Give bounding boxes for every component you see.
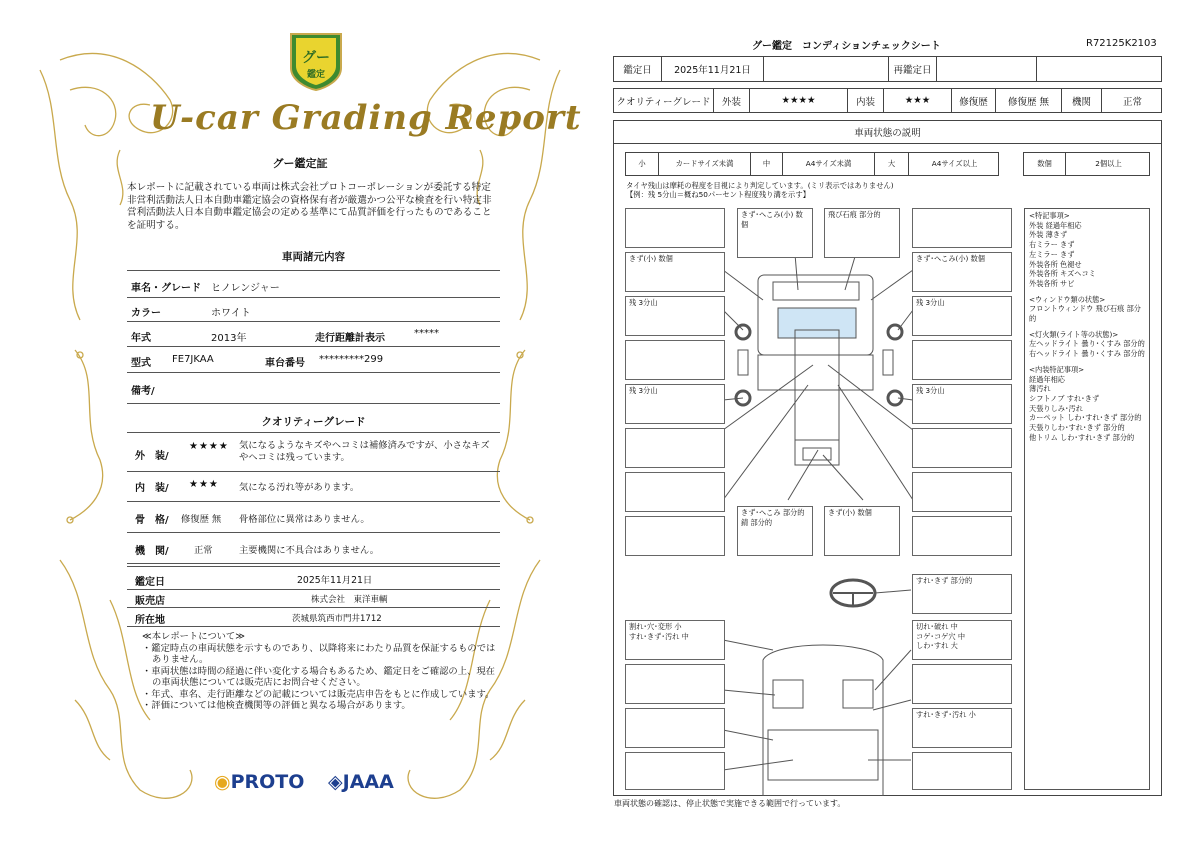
quality-heading: クオリティーグレード [261,416,366,428]
jaaa-logo: ◈JAAA [328,771,394,793]
note-line: <特記事項> [1029,211,1070,220]
year-label: 年式 [131,333,151,344]
proto-mark-icon: ◉ [214,771,231,793]
svg-text:鑑定: 鑑定 [306,70,326,80]
damage-box: 飛び石痕 部分的 [824,208,900,258]
dealer-value: 株式会社 東洋車輌 [311,595,388,605]
note-line: 経過年相応 [1029,374,1065,384]
int-label: 内装 [848,89,884,112]
damage-box: きず･へこみ(小) 数個 [912,252,1012,292]
document-number: R72125K2103 [1086,38,1157,49]
spec-row-year [127,322,500,347]
right-mirror [883,350,893,375]
tire-front-left [736,325,750,339]
left-mirror [738,350,748,375]
note-line: シフトノブ すれ･きず [1029,393,1100,403]
name-label: 車名・グレード [131,283,201,294]
note-item: ・鑑定時点の車両状態を示すものであり、以降将来にわたり品質を保証するものではありません。 [142,642,496,665]
note-item: ・評価については他検査機関等の評価と異なる場合があります。 [142,700,411,711]
date-value: 2025年11月21日 [662,57,764,81]
tire-note-1: タイヤ残山は摩耗の程度を目視により判定しています。(ミリ表示ではありません) [626,181,894,190]
exterior-text: 気になるようなキズやヘコミは補修済みですが、小さなキズやヘコミは残っています。 [239,440,490,463]
svg-text:グー: グー [302,50,330,66]
repair-value: 修復歴 無 [996,89,1062,112]
mileage-label: 走行距離計表示 [315,333,385,344]
size-large-desc: A4サイズ以上 [931,159,978,169]
name-value: ヒノレンジャー [211,283,280,294]
damage-box [625,428,725,468]
size-legend [625,152,999,176]
cab-window [778,308,856,338]
certificate-heading: グー鑑定証 [272,157,328,170]
size-large-label: 大 [875,153,909,175]
dealer-label: 販売店 [135,596,165,607]
chassis-value: *********299 [319,354,384,365]
damage-box: きず(小) 数個 [625,252,725,292]
ext-stars: ★★★★ [750,89,848,112]
jaaa-mark-icon: ◈ [328,771,343,793]
report-notes [138,631,498,712]
note-line: フロントウィンドウ 飛び石痕 部分的 [1029,304,1141,324]
note-line: <ウィンドウ類の状態> [1029,294,1106,304]
tire-box-rear-left: 残 3分山 [625,384,725,424]
grade-label: クオリティーグレード [614,89,714,112]
spec-row-name [127,270,500,298]
date-label: 鑑定日 [614,57,662,81]
cab-rear [758,355,873,390]
appraisal-date-row [127,566,500,590]
notes-heading: ≪本レポートについて≫ [142,631,245,642]
frame-text: 骨格部位に異常はありません。 [239,514,370,525]
frame-value: 修復歴 無 [181,514,222,525]
proto-logo: ◉PROTO [214,771,305,793]
interior-label: 内 装/ [135,483,169,494]
size-mid-desc: A4サイズ未満 [783,153,875,175]
damage-box [912,340,1012,380]
reinspect-value [937,57,1037,81]
spec-row-color [127,297,500,322]
remarks-label: 備考/ [131,386,155,397]
mileage-value: ***** [414,328,439,339]
interior-stars: ★★★ [189,479,219,490]
damage-box [625,340,725,380]
engine-value: 正常 [194,545,213,556]
size-mid-label: 中 [751,153,783,175]
note-line: 天張りしみ･汚れ [1029,403,1083,413]
tire-note-2: 【例：残 5分山＝概ね50パーセント程度残り溝を示す】 [626,190,810,199]
frame-label: 骨 格/ [135,515,169,526]
engine-label: 機 関/ [135,546,169,557]
ext-label: 外装 [714,89,750,112]
certificate-intro: 本レポートに記載されている車両は株式会社プロトコーポレーションが委託する特定非営利活動法人日本自動車鑑定協会の資格保有者が厳選かつ公平な検査を行い特定非営利活動法人日本自動車鑑定協会の定める基準にて品質評価を行ったものであることを証明する。 [127,182,492,231]
damage-box [912,516,1012,556]
specs-heading: 車両諸元内容 [282,251,345,263]
script-title: U-car Grading Report [150,98,582,138]
count-legend [1023,152,1150,176]
interior-note-box [912,752,1012,790]
damage-box: きず･へこみ(小) 数個 [737,208,813,258]
interior-outline [763,645,883,796]
note-line: 他トリム しわ･すれ･きず 部分的 [1029,432,1135,442]
sheet-title: グー鑑定 コンディションチェックシート [752,41,941,52]
engine-label: 機関 [1062,89,1102,112]
seat-right [843,680,873,708]
location-label: 所在地 [135,615,165,626]
date-blank [764,57,889,81]
condition-heading: 車両状態の説明 [613,120,1162,144]
model-label: 型式 [131,358,151,369]
note-line: カーペット しわ･すれ･きず 部分的 [1029,413,1142,423]
damage-box: きず(小) 数個 [824,506,900,556]
damage-box [912,472,1012,512]
seat-left [773,680,803,708]
rear-bench [768,730,878,780]
year-value: 2013年 [211,333,247,344]
exterior-stars: ★★★★ [189,441,229,452]
date-row [613,56,1162,82]
reinspect-blank [1037,57,1163,81]
tire-box-front-left: 残 3分山 [625,296,725,336]
count-desc: 2個以上 [1095,159,1122,169]
tire-box-rear-right: 残 3分山 [912,384,1012,424]
reinspect-label: 再鑑定日 [889,57,937,81]
chassis-label: 車台番号 [265,358,305,369]
dealer-row [127,589,500,608]
damage-box [912,428,1012,468]
interior-note-box [625,752,725,790]
color-value: ホワイト [211,308,251,319]
color-label: カラー [131,308,161,319]
note-line: <灯火類(ライト等の状態)> [1029,329,1119,339]
interior-note-box: 切れ･破れ 中 コゲ･コゲ穴 中 しわ･すれ 大 [912,620,1012,660]
size-small-desc: カードサイズ未満 [659,153,751,175]
note-line: <内装特記事項> [1029,364,1085,374]
special-notes-box [1024,208,1150,790]
interior-note-box: すれ･きず･汚れ 小 [912,708,1012,748]
tire-box-front-right: 残 3分山 [912,296,1012,336]
exterior-label: 外 装/ [135,451,169,462]
size-small-label: 小 [626,153,659,175]
damage-box: きず･へこみ 部分的 錆 部分的 [737,506,813,556]
note-line: 外装各所 サビ [1029,278,1075,288]
model-value: FE7JKAA [172,354,214,365]
interior-note-box: 割れ･穴･変形 小 すれ･きず･汚れ 中 [625,620,725,660]
footer-note: 車両状態の確認は、停止状態で実施できる範囲で行っています。 [614,799,846,808]
interior-note-box [625,708,725,748]
chassis-frame [795,330,839,440]
int-stars: ★★★ [884,89,952,112]
appraisal-date-label: 鑑定日 [135,577,165,588]
interior-text: 気になる汚れ等があります。 [239,482,360,493]
damage-box [625,208,725,248]
goo-appraisal-badge-icon [286,30,346,92]
note-line: 天張りしわ･すれ･きず 部分的 [1029,423,1125,433]
repair-label: 修復歴 [952,89,996,112]
appraisal-date-value: 2025年11月21日 [297,575,373,586]
quality-row-engine [127,533,500,564]
engine-value: 正常 [1122,96,1142,108]
steering-note-box: すれ･きず 部分的 [912,574,1012,614]
note-line: 右ミラー きず [1029,240,1075,250]
damage-box [625,516,725,556]
note-line: 外装 薄きず [1029,230,1068,240]
spec-row-remarks [127,373,500,404]
quality-row-interior [127,471,500,502]
note-line: 外装各所 色褪せ [1029,259,1082,269]
location-value: 茨城県筑西市門井1712 [292,614,382,624]
location-row [127,608,500,627]
damage-box [912,208,1012,248]
interior-note-box [912,664,1012,704]
note-line: 外装各所 キズヘコミ [1029,269,1096,279]
grade-row [613,88,1162,113]
hitch [803,448,831,460]
note-item: ・車両状態は時間の経過に伴い変化する場合もあるため、鑑定日をご確認の上、現在の車両状態については販売店にお問合せください。 [142,665,495,688]
note-line: 外装 経過年相応 [1029,220,1082,230]
quality-row-frame [127,502,500,533]
spec-row-model [127,347,500,373]
engine-text: 主要機関に不具合はありません。 [239,545,380,556]
note-line: 左ミラー きず [1029,249,1075,259]
quality-row-exterior [127,432,500,472]
interior-note-box [625,664,725,704]
note-line: 右ヘッドライト 曇り･くすみ 部分的 [1029,349,1145,359]
count-label: 数個 [1024,153,1066,175]
note-line: 左ヘッドライト 曇り･くすみ 部分的 [1029,339,1145,349]
damage-box [625,472,725,512]
note-line: 薄汚れ [1029,384,1051,394]
note-item: ・年式、車名、走行距離などの記載については販売店申告をもとに作成しています。 [142,688,495,700]
